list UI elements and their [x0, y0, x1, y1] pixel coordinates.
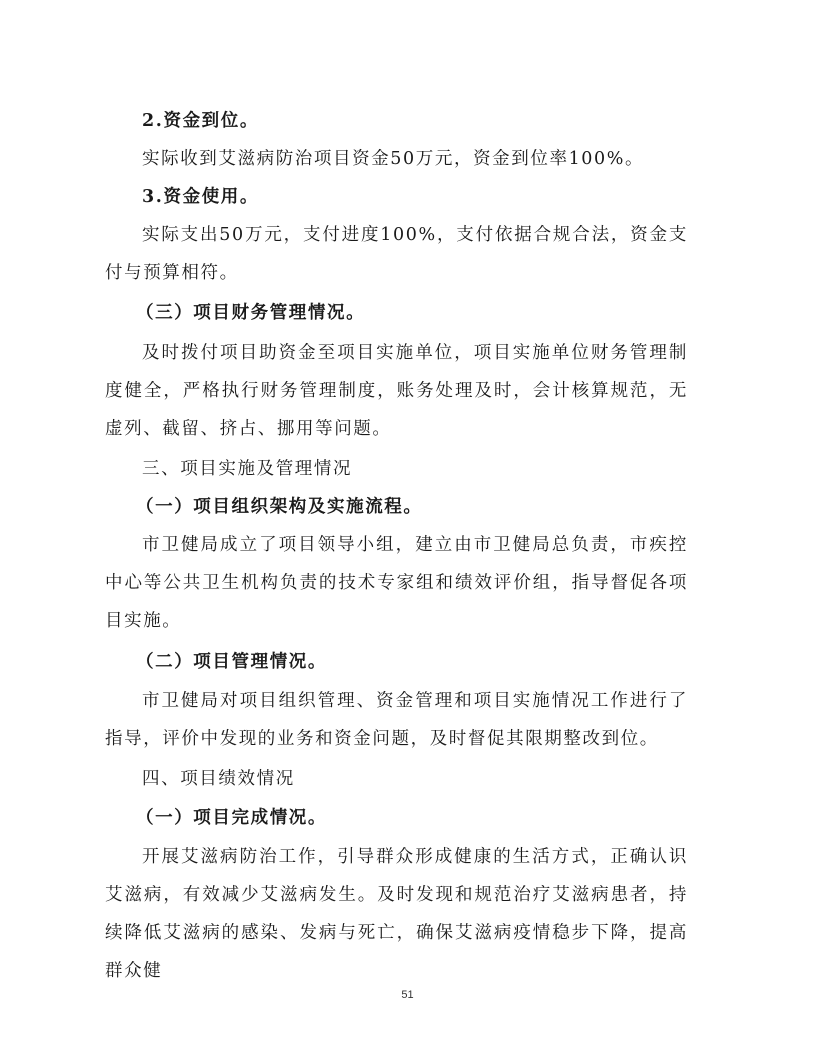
- heading-funds-use: 3.资金使用。: [142, 187, 259, 207]
- heading-section-three: 三、项目实施及管理情况: [142, 459, 353, 479]
- paragraph-completion: 开展艾滋病防治工作，引导群众形成健康的生活方式，正确认识艾滋病，有效减少艾滋病发生。及时发现和规范治疗艾滋病患者，持续降低艾滋病的感染、发病与死亡，确保艾滋病疫情稳步下降，提高群众健: [105, 847, 688, 981]
- heading-org-structure: （一）项目组织架构及实施流程。: [136, 497, 423, 517]
- page-number: 51: [401, 989, 414, 1001]
- paragraph-funds-use: 实际支出50万元，支付进度100%，支付依据合规合法，资金支付与预算相符。: [105, 225, 688, 283]
- paragraph-org-structure: 市卫健局成立了项目领导小组，建立由市卫健局总负责，市疾控中心等公共卫生机构负责的技术专家组和绩效评价组，指导督促各项目实施。: [105, 535, 688, 631]
- heading-finance-management: （三）项目财务管理情况。: [136, 303, 366, 323]
- heading-project-management: （二）项目管理情况。: [136, 652, 327, 672]
- heading-section-four: 四、项目绩效情况: [142, 769, 295, 789]
- paragraph-finance-management: 及时拨付项目助资金至项目实施单位，项目实施单位财务管理制度健全，严格执行财务管理制度，账务处理及时，会计核算规范，无虚列、截留、挤占、挪用等问题。: [105, 343, 688, 439]
- heading-completion: （一）项目完成情况。: [136, 808, 327, 828]
- paragraph-project-management: 市卫健局对项目组织管理、资金管理和项目实施情况工作进行了指导，评价中发现的业务和资金问题，及时督促其限期整改到位。: [105, 691, 688, 749]
- paragraph-funds-arrival: 实际收到艾滋病防治项目资金50万元，资金到位率100%。: [142, 149, 645, 169]
- heading-funds-arrival: 2.资金到位。: [142, 111, 259, 131]
